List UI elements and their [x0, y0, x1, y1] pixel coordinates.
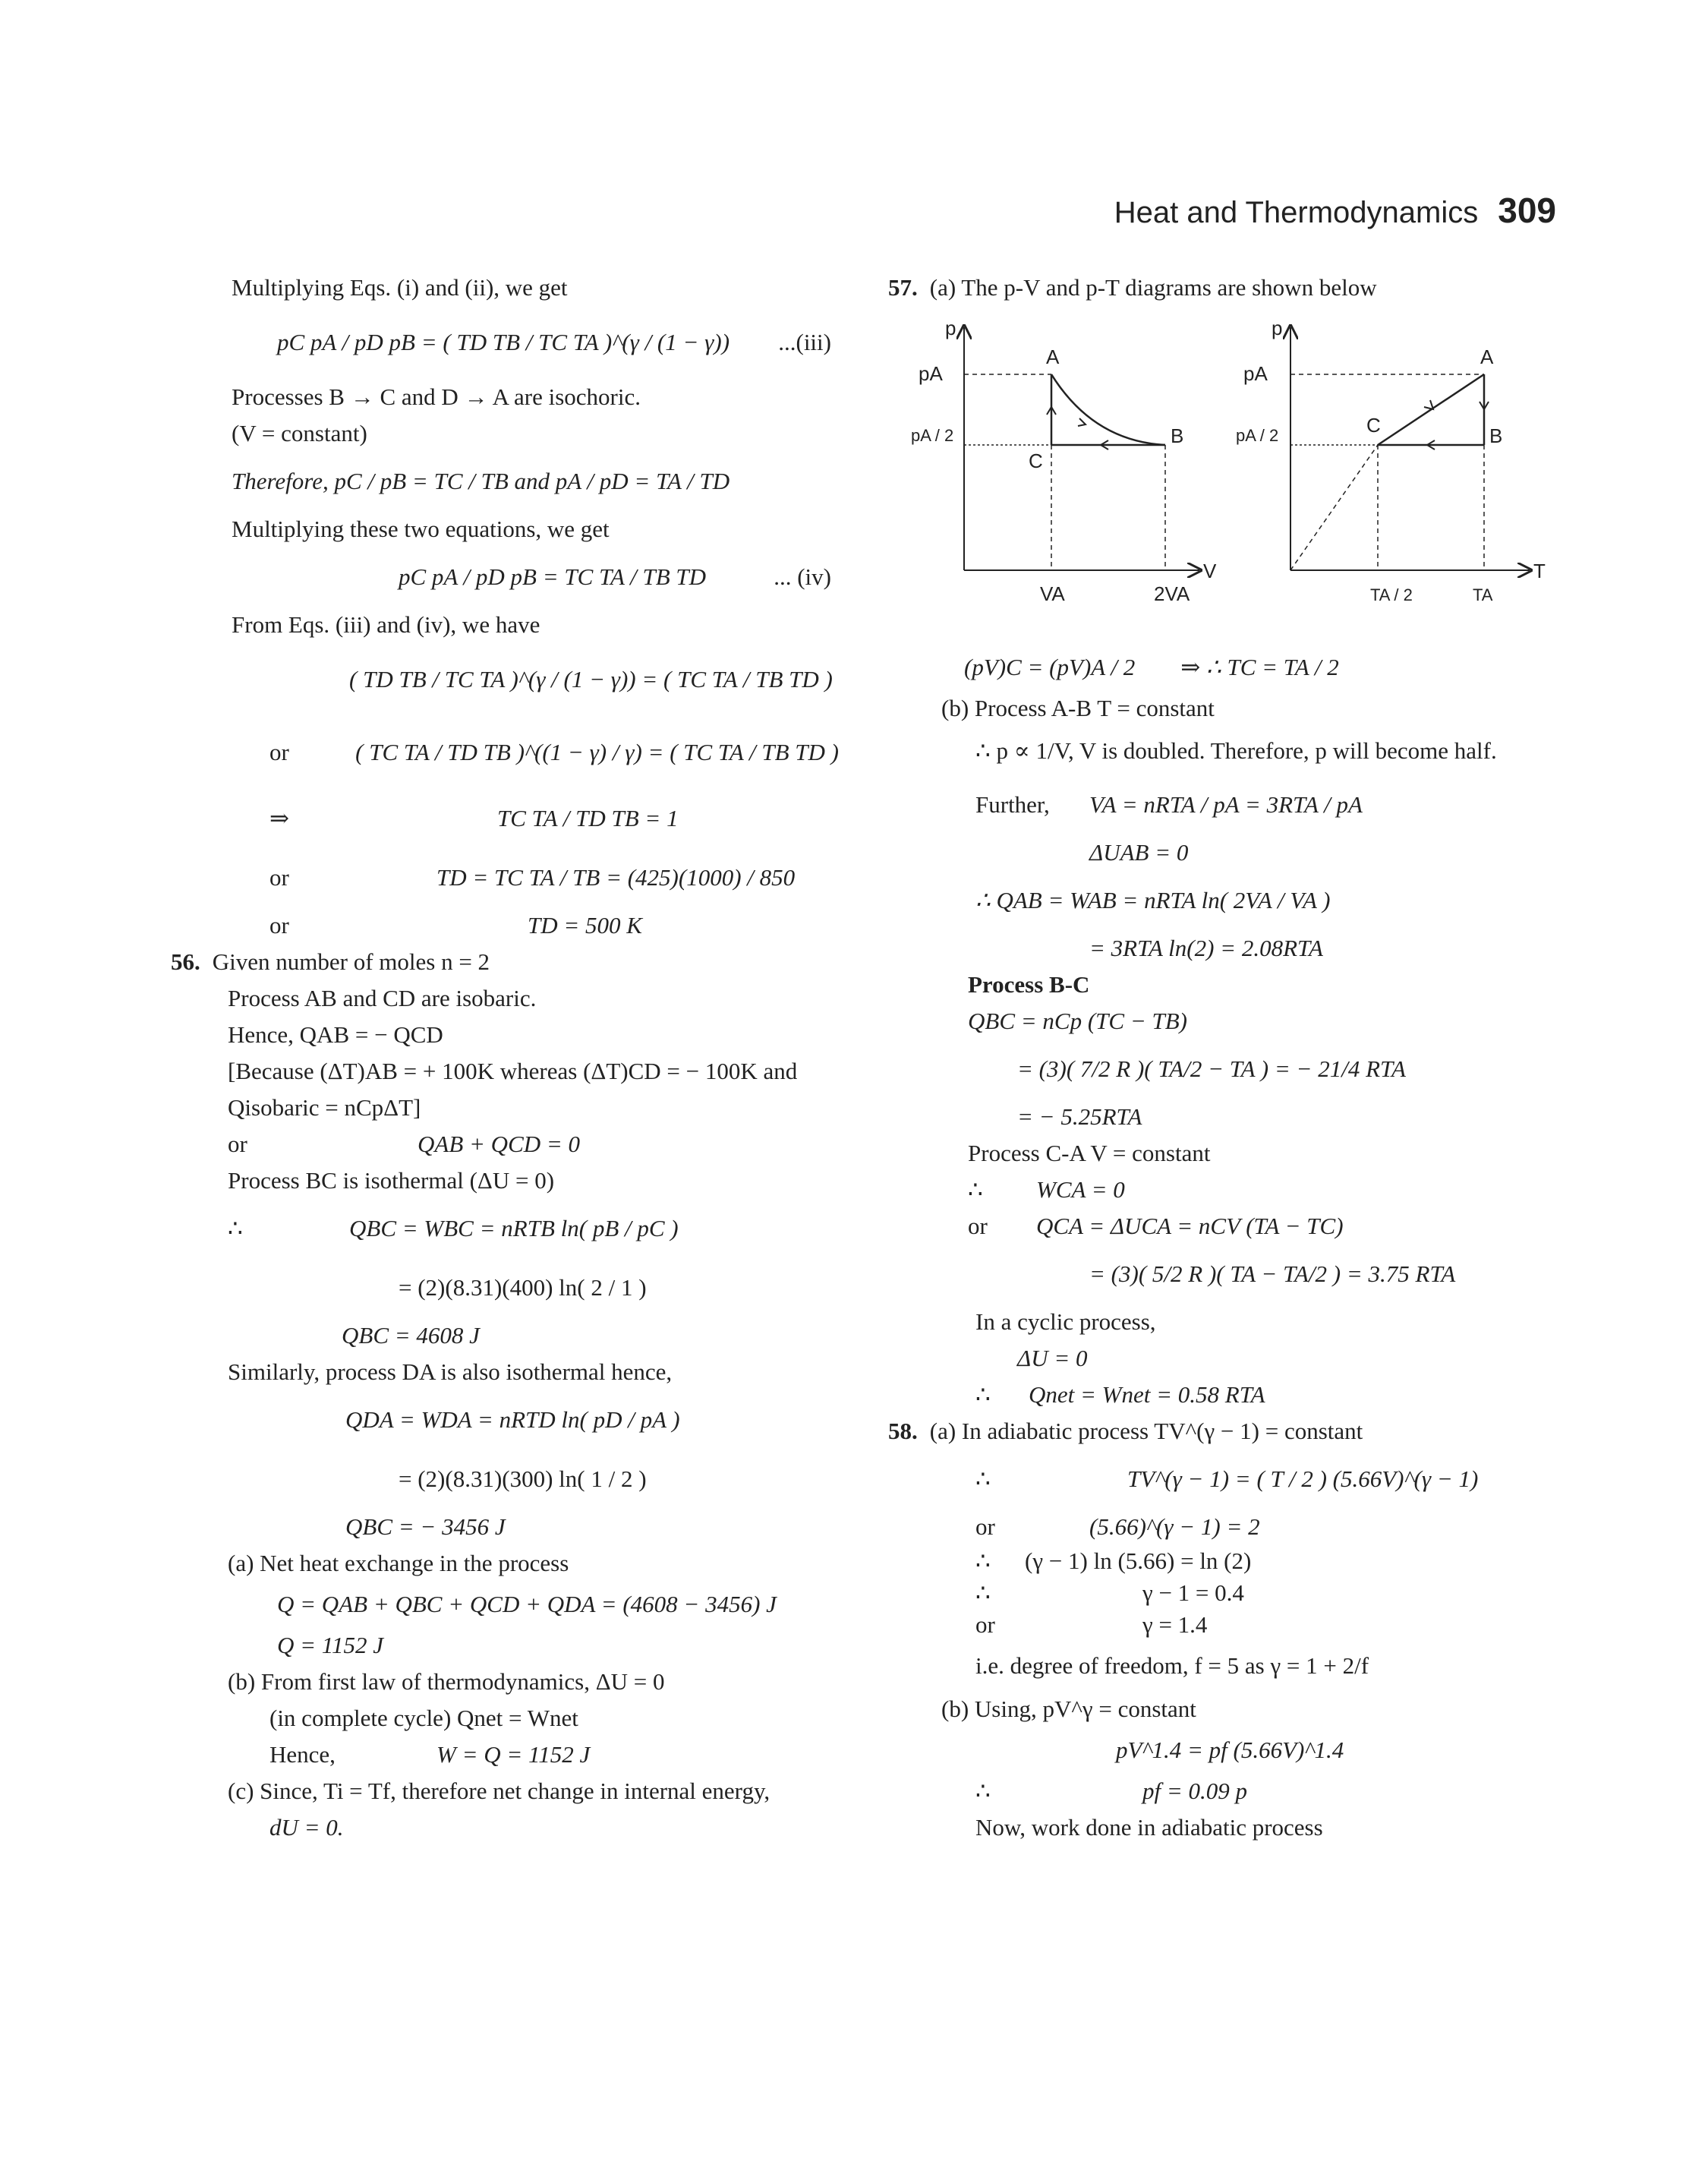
process-ca — [1378, 374, 1484, 445]
text-line: Process AB and CD are isobaric. — [228, 984, 537, 1011]
equation: = (3)( 5/2 R )( TA − TA/2 ) = 3.75 RTA — [1089, 1260, 1456, 1287]
equation-row — [888, 1208, 1556, 1244]
text-line: Multiplying Eqs. (i) and (ii), we get — [232, 273, 568, 301]
equation-row — [171, 1737, 839, 1773]
equation: ΔUAB = 0 — [1089, 838, 1189, 866]
equation: pC pA / pD pB = ( TD TB / TC TA )^(γ / (1 − γ)) — [277, 328, 730, 355]
connector: or — [269, 863, 289, 891]
text-line: [Because (ΔT)AB = + 100K whereas (ΔT)CD = − 100K and — [228, 1057, 798, 1084]
equation: = (2)(8.31)(400) ln( 2 / 1 ) — [399, 1273, 647, 1301]
equation-row — [888, 1377, 1556, 1413]
axis-label: T — [1533, 560, 1546, 582]
equation-row — [888, 1577, 1556, 1609]
equation: (pV)C = (pV)A / 2 — [964, 653, 1136, 680]
equation-row — [888, 1609, 1556, 1641]
text-line: (b) Process A-B T = constant — [941, 694, 1215, 721]
arrow-ab — [1078, 418, 1086, 426]
text-line: Given number of moles n = 2 — [212, 948, 490, 975]
equation: QBC = − 3456 J — [345, 1513, 506, 1540]
point-label: B — [1489, 424, 1503, 447]
equation: TV^(γ − 1) = ( T / 2 ) (5.66V)^(γ − 1) — [1127, 1465, 1479, 1492]
equation-row — [171, 789, 839, 848]
connector: or — [269, 911, 289, 939]
point-label: A — [1046, 345, 1060, 368]
connector: ∴ — [968, 1175, 983, 1203]
connector: or — [269, 738, 289, 765]
connector: or — [968, 1212, 988, 1239]
equation: Qnet = Wnet = 0.58 RTA — [1029, 1380, 1265, 1408]
tick-label: TA — [1473, 585, 1493, 604]
connector: Further, — [975, 790, 1050, 818]
connector: or — [975, 1610, 995, 1638]
text-line: (b) From first law of thermodynamics, ΔU = 0 — [228, 1667, 665, 1695]
pt-diagram — [1222, 312, 1556, 623]
equation: QDA = WDA = nRTD ln( pD / pA ) — [345, 1405, 680, 1433]
text-line: i.e. degree of freedom, f = 5 as γ = 1 + 2/f — [975, 1651, 1369, 1679]
question-58 — [888, 1413, 1556, 1450]
tick-label: pA — [919, 362, 943, 385]
point-label: C — [1029, 450, 1043, 472]
equation-row — [888, 1172, 1556, 1208]
equation: (γ − 1) ln (5.66) = ln (2) — [1025, 1547, 1252, 1574]
equation: WCA = 0 — [1036, 1175, 1125, 1203]
equation-row — [171, 1126, 839, 1162]
right-column — [888, 270, 1556, 1846]
equation: ΔU = 0 — [1017, 1344, 1088, 1371]
text-line: (a) Net heat exchange in the process — [228, 1549, 569, 1576]
equation-row — [888, 1773, 1556, 1809]
equation-row — [888, 775, 1556, 834]
equation: pf = 0.09 p — [1142, 1777, 1248, 1804]
equation-row — [888, 1450, 1556, 1509]
running-header — [1114, 190, 1556, 231]
tick-label: pA / 2 — [1236, 426, 1279, 445]
equation: ( TD TB / TC TA )^(γ / (1 − γ)) = ( TC TA / TB TD ) — [349, 665, 833, 692]
point-label: B — [1171, 424, 1184, 447]
connector: ∴ — [975, 1547, 991, 1574]
equation: QBC = 4608 J — [342, 1321, 480, 1349]
question-57 — [888, 270, 1556, 306]
equation-tag: ... (iv) — [774, 563, 831, 590]
connector: or — [975, 1513, 995, 1540]
text-line: In a cyclic process, — [975, 1308, 1156, 1335]
equation: TC TA / TD TB = 1 — [497, 804, 679, 831]
tick-label: VA — [1040, 582, 1065, 605]
process-ca-title: Process C-A V = constant — [968, 1139, 1211, 1166]
equation: W = Q = 1152 J — [436, 1740, 591, 1768]
equation: = − 5.25RTA — [1017, 1103, 1142, 1130]
question-number: 58. — [888, 1417, 918, 1444]
equation: QCA = ΔUCA = nCV (TA − TC) — [1036, 1212, 1344, 1239]
header-title: Heat and Thermodynamics — [1114, 196, 1479, 229]
axis-label: V — [1203, 560, 1217, 582]
text-line: (a) The p-V and p-T diagrams are shown below — [929, 273, 1377, 301]
equation: QAB + QCD = 0 — [418, 1130, 581, 1157]
connector: ⇒ — [269, 804, 289, 831]
equation: pC pA / pD pB = TC TA / TB TD — [399, 563, 707, 590]
left-column — [171, 270, 839, 1846]
equation: pV^1.4 = pf (5.66V)^1.4 — [1116, 1736, 1344, 1763]
question-number: 57. — [888, 273, 918, 301]
tick-label: pA / 2 — [911, 426, 954, 445]
equation: VA = nRTA / pA = 3RTA / pA — [1089, 790, 1363, 818]
equation-tag: ...(iii) — [778, 328, 831, 355]
text-line: ∴ p ∝ 1/V, V is doubled. Therefore, p will become half. — [975, 737, 1497, 764]
text-line: (c) Since, Ti = Tf, therefore net change in internal energy, — [228, 1777, 770, 1804]
equation-iv — [171, 547, 839, 607]
text-line: Qisobaric = nCpΔT] — [228, 1093, 421, 1121]
text-line: Similarly, process DA is also isothermal hence, — [228, 1358, 673, 1385]
axis-label: p — [945, 317, 956, 339]
text-line: (a) In adiabatic process TV^(γ − 1) = constant — [929, 1417, 1363, 1444]
connector: ∴ — [975, 1380, 991, 1408]
connector: ∴ — [975, 1465, 991, 1492]
guide-line — [1290, 445, 1378, 570]
equation-iii — [171, 306, 839, 379]
equation-row — [171, 716, 839, 789]
text-line: Processes B → C and D → A are isochoric. — [232, 383, 641, 410]
connector: or — [228, 1130, 247, 1157]
equation: QBC = WBC = nRTB ln( pB / pC ) — [349, 1214, 679, 1241]
equation: TD = 500 K — [528, 911, 642, 939]
equation: ⇒ ∴ TC = TA / 2 — [1180, 653, 1339, 680]
text-line: (V = constant) — [232, 419, 367, 446]
connector: Hence, — [269, 1740, 336, 1768]
equation: γ = 1.4 — [1142, 1610, 1208, 1638]
tick-label: TA / 2 — [1370, 585, 1413, 604]
connector: ∴ — [975, 1777, 991, 1804]
page-number: 309 — [1498, 191, 1556, 230]
axis-label: p — [1272, 317, 1283, 339]
isotherm-ab — [1051, 374, 1165, 445]
arrow-ca — [1424, 400, 1433, 409]
connector: ∴ — [228, 1214, 243, 1241]
equation: = (2)(8.31)(300) ln( 1 / 2 ) — [399, 1465, 647, 1492]
equation: QBC = nCp (TC − TB) — [968, 1007, 1188, 1034]
equation: (5.66)^(γ − 1) = 2 — [1089, 1513, 1260, 1540]
tick-label: 2VA — [1154, 582, 1190, 605]
point-label: C — [1366, 414, 1381, 437]
equation: Q = 1152 J — [277, 1631, 384, 1658]
equation-row — [888, 1509, 1556, 1545]
equation: γ − 1 = 0.4 — [1142, 1579, 1244, 1606]
point-label: A — [1480, 345, 1494, 368]
text-line: dU = 0. — [269, 1813, 344, 1841]
equation: Q = QAB + QBC + QCD + QDA = (4608 − 3456) J — [277, 1590, 777, 1617]
diagrams — [888, 312, 1556, 639]
text-line: Now, work done in adiabatic process — [975, 1813, 1323, 1841]
text-line: Multiplying these two equations, we get — [232, 515, 610, 542]
question-56 — [171, 944, 839, 980]
text-line: Process BC is isothermal (ΔU = 0) — [228, 1166, 555, 1194]
equation-row — [171, 848, 839, 907]
equation: TD = TC TA / TB = (425)(1000) / 850 — [436, 863, 796, 891]
pv-diagram — [903, 312, 1230, 608]
process-bc-title: Process B-C — [968, 970, 1090, 998]
equation: = (3)( 7/2 R )( TA/2 − TA ) = − 21/4 RTA — [1017, 1055, 1406, 1082]
tick-label: pA — [1243, 362, 1268, 385]
process-ab-title — [888, 690, 1556, 727]
text-line: (in complete cycle) Qnet = Wnet — [269, 1704, 578, 1731]
equation-row — [171, 1199, 839, 1258]
text-line: From Eqs. (iii) and (iv), we have — [232, 610, 540, 638]
equation-row — [888, 1545, 1556, 1577]
question-number: 56. — [171, 948, 200, 975]
equation: = 3RTA ln(2) = 2.08RTA — [1089, 934, 1323, 961]
equation: ∴ QAB = WAB = nRTA ln( 2VA / VA ) — [975, 886, 1331, 913]
equation-row — [171, 907, 839, 944]
equation-row — [888, 645, 1556, 690]
equation: ( TC TA / TD TB )^((1 − γ) / γ) = ( TC TA / TB TD ) — [355, 738, 839, 765]
connector: ∴ — [975, 1579, 991, 1606]
text-line: (b) Using, pV^γ = constant — [941, 1695, 1196, 1722]
text-line: Hence, QAB = − QCD — [228, 1021, 443, 1048]
equation: Therefore, pC / pB = TC / TB and pA / pD = TA / TD — [232, 467, 730, 494]
